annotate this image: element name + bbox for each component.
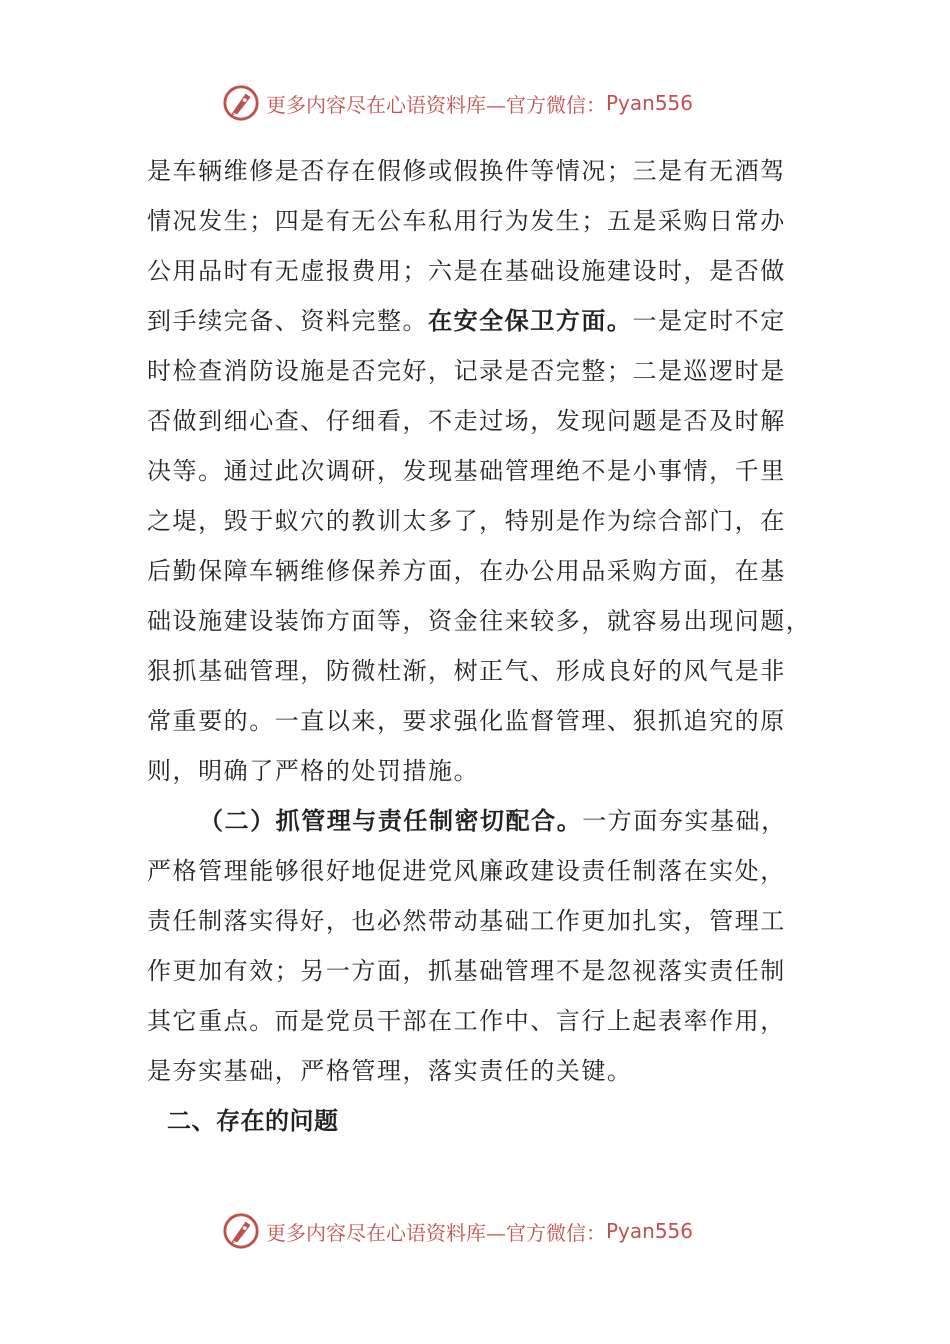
pen-nib-circle-icon [222,84,260,122]
bold-phrase: 在安全保卫方面。 [428,307,633,335]
text-run: 一是定时不定 [632,307,786,335]
text-run: 一方面夯实基础， [582,807,787,835]
text-line: 责任制落实得好，也必然带动基础工作更加扎实，管理工 [147,907,786,935]
pen-nib-circle-icon [222,1212,260,1250]
banner-text: 更多内容尽在心语资料库—官方微信： [266,92,606,117]
subsection-line [147,796,797,846]
text-line: 常重要的。一直以来，要求强化监督管理、狠抓追究的原 [147,707,786,735]
text-line: 否做到细心查、仔细看，不走过场，发现问题是否及时解 [147,407,786,435]
banner-text: 更多内容尽在心语资料库—官方微信： [266,1220,606,1245]
text-line: 狠抓基础管理，防微杜渐，树正气、形成良好的风气是非 [147,657,786,685]
text-line: 础设施建设装饰方面等，资金往来较多，就容易出现问题， [147,607,812,635]
text-line: 公用品时有无虚报费用；六是在基础设施建设时，是否做 [147,257,786,285]
document-body [147,146,812,1146]
wechat-id: Pyan556 [606,91,694,115]
text-line: 之堤，毁于蚁穴的教训太多了，特别是作为综合部门，在 [147,507,786,535]
text-run: 到手续完备、资料完整。 [147,307,429,335]
header-banner [222,83,693,123]
footer-banner [222,1211,693,1251]
wechat-id: Pyan556 [606,1219,694,1243]
text-line: 作更加有效；另一方面，抓基础管理不是忽视落实责任制 [147,957,786,985]
text-line: 是车辆维修是否存在假修或假换件等情况；三是有无酒驾 [147,157,786,185]
text-line: 情况发生；四是有无公车私用行为发生；五是采购日常办 [147,207,786,235]
text-line: 其它重点。而是党员干部在工作中、言行上起表率作用， [147,1007,786,1035]
text-line: 是夯实基础，严格管理，落实责任的关键。 [147,1057,633,1085]
text-line: 则，明确了严格的处罚措施。 [147,757,480,785]
text-line: 决等。通过此次调研，发现基础管理绝不是小事情，千里 [147,457,786,485]
text-line: 时检查消防设施是否完好，记录是否完整；二是巡逻时是 [147,357,786,385]
subsection-title: （二）抓管理与责任制密切配合。 [199,807,583,835]
text-line: 后勤保障车辆维修保养方面，在办公用品采购方面，在基 [147,557,786,585]
text-line: 严格管理能够很好地促进党风廉政建设责任制落在实处， [147,857,786,885]
text-line [147,296,797,346]
section-heading: 二、存在的问题 [167,1107,339,1135]
